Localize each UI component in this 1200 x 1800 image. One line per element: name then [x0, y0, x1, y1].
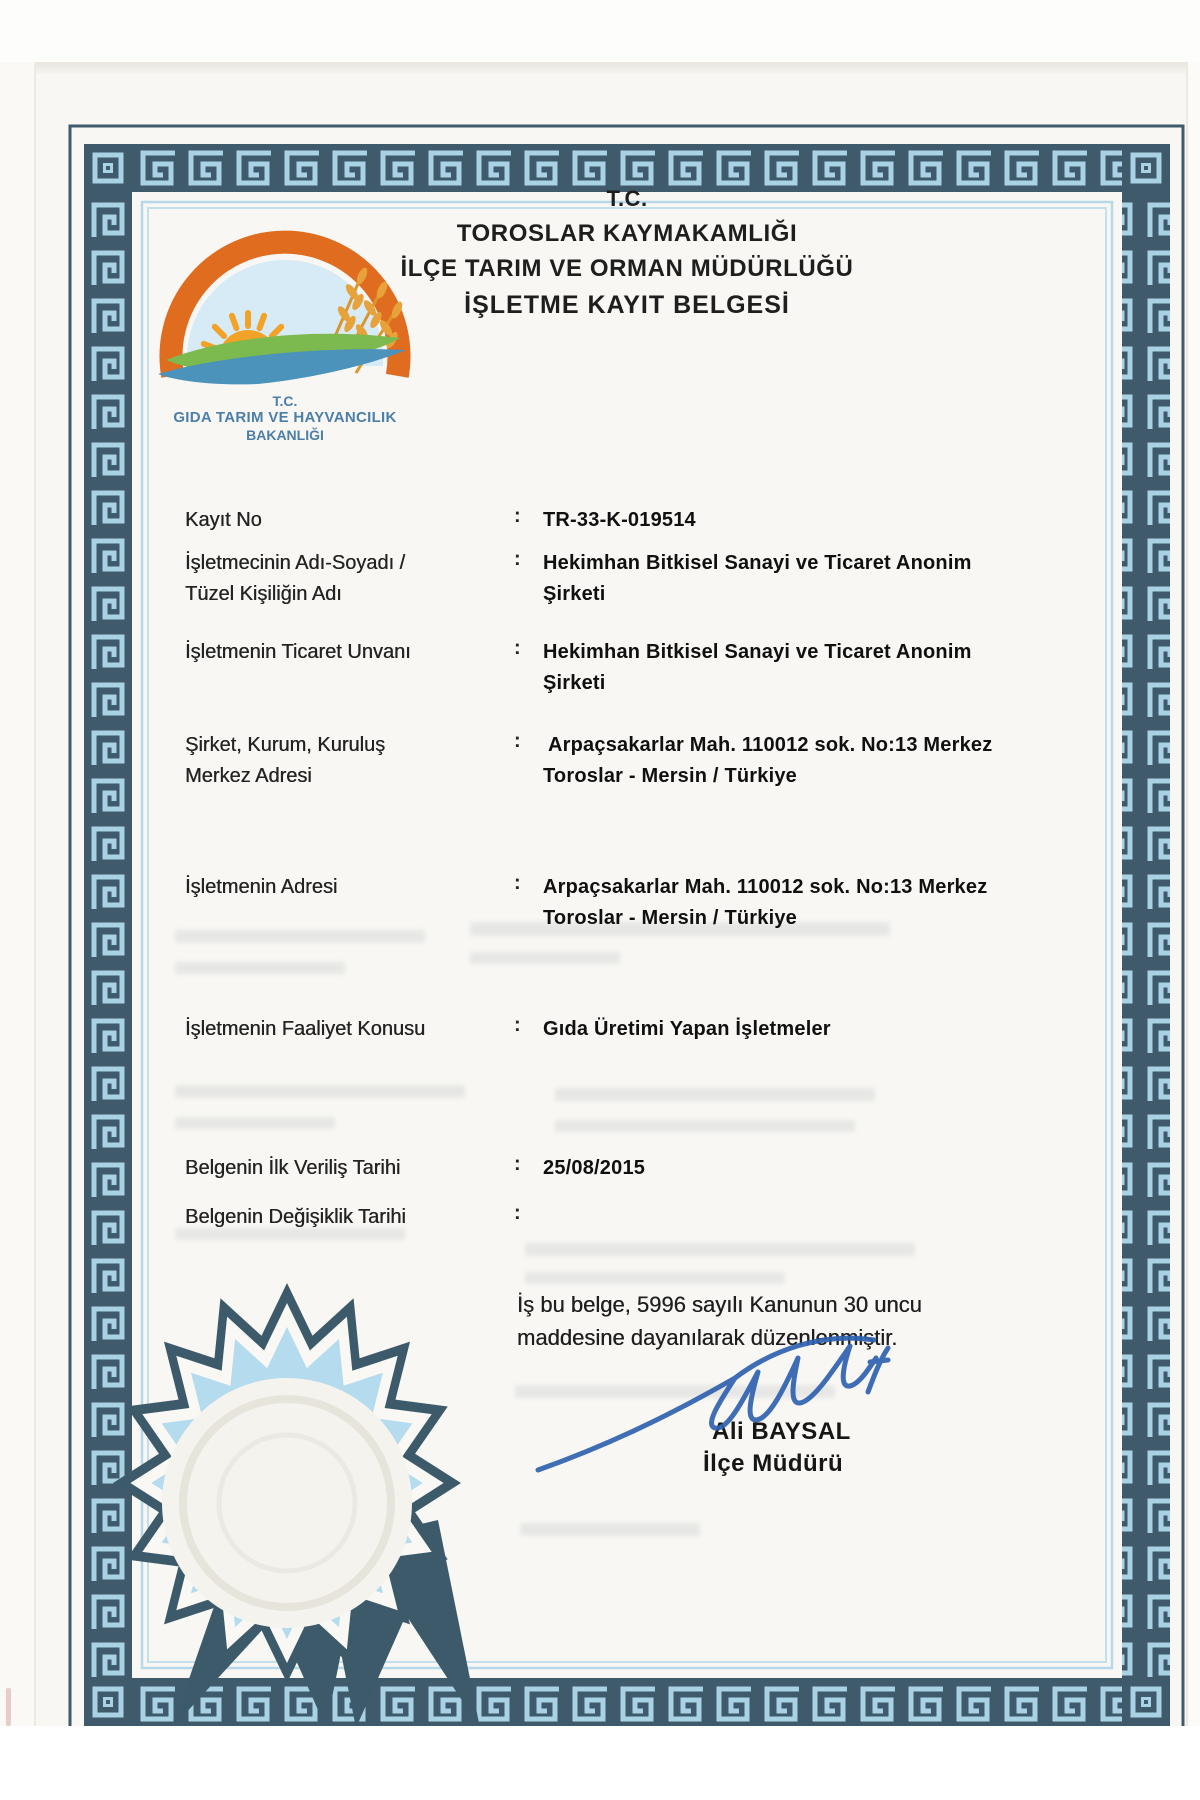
logo-ministry-line2: BAKANLIĞI — [246, 427, 324, 443]
field-label: Belgenin Değişiklik Tarihi — [185, 1206, 406, 1228]
logo-tc-text: T.C. — [272, 393, 298, 409]
document-header — [132, 186, 1122, 320]
header-tc: T.C. — [606, 186, 648, 211]
scan-cutoff-bottom — [0, 1726, 1200, 1800]
field-value: 25/08/2015 — [543, 1157, 646, 1179]
field-label: İşletmecinin Adı-Soyadı / Tüzel Kişiliğin Adı — [185, 552, 406, 605]
field-colon: : — [514, 1202, 521, 1224]
field-colon: : — [514, 1153, 521, 1175]
field-value: TR-33-K-019514 — [543, 509, 696, 531]
header-directorate: İLÇE TARIM VE ORMAN MÜDÜRLÜĞÜ — [400, 255, 854, 282]
legal-statement-line2: maddesine dayanılarak düzenlenmiştir. — [517, 1325, 898, 1350]
field-colon: : — [514, 548, 521, 570]
field-colon: : — [514, 872, 521, 894]
field-colon: : — [514, 505, 521, 527]
field-colon: : — [514, 1014, 521, 1036]
legal-statement-line1: İş bu belge, 5996 sayılı Kanunun 30 uncu — [517, 1292, 922, 1317]
field-label: Kayıt No — [185, 509, 262, 531]
legal-statement — [517, 1288, 1037, 1354]
field-colon: : — [514, 637, 521, 659]
field-value: Gıda Üretimi Yapan İşletmeler — [543, 1018, 831, 1040]
field-label: Belgenin İlk Veriliş Tarihi — [185, 1157, 401, 1179]
field-value: Arpaçsakarlar Mah. 110012 sok. No:13 Merkez Toroslar - Mersin / Türkiye — [543, 876, 988, 929]
field-label: İşletmenin Ticaret Unvanı — [185, 641, 411, 663]
signatory-name: Ali BAYSAL — [712, 1418, 851, 1445]
signatory-title: İlçe Müdürü — [703, 1450, 844, 1477]
field-label: İşletmenin Faaliyet Konusu — [185, 1018, 426, 1040]
field-value: Arpaçsakarlar Mah. 110012 sok. No:13 Merkez Toroslar - Mersin / Türkiye — [543, 734, 993, 787]
header-authority: TOROSLAR KAYMAKAMLIĞI — [456, 220, 798, 247]
field-label: Şirket, Kurum, Kuruluş Merkez Adresi — [185, 734, 386, 787]
field-value: Hekimhan Bitkisel Sanayi ve Ticaret Anonim Şirketi — [543, 641, 972, 694]
field-value: Hekimhan Bitkisel Sanayi ve Ticaret Anonim Şirketi — [543, 552, 972, 605]
document-title: İŞLETME KAYIT BELGESİ — [464, 291, 790, 319]
logo-ministry-line1: GIDA TARIM VE HAYVANCILIK — [173, 409, 397, 426]
field-label: İşletmenin Adresi — [185, 876, 338, 898]
field-colon: : — [514, 730, 521, 752]
